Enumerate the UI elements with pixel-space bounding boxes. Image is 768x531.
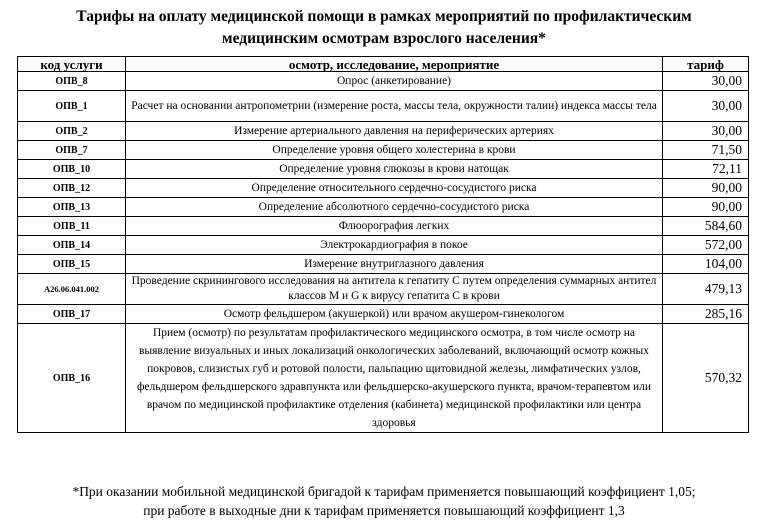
row-code: ОПВ_10	[18, 160, 126, 179]
row-name: Прием (осмотр) по результатам профилактического медицинского осмотра, в том числе осмотр на выявление визуальных и иных локализаций онкологических заболеваний, включающий осмотр кожных покровов, слизистых губ и ротовой полости, пальпацию щитовидной железы, лимфатических узлов, фельдшером фельдшерского здравпункта или фельдшерско-акушерского пункта, врачом-терапевтом или врачом по медицинской профилактике отделения (кабинета) медицинской профилактики или центра здоровья	[126, 324, 663, 433]
row-name: Измерение внутриглазного давления	[126, 255, 663, 274]
row-price: 104,00	[663, 255, 749, 274]
table-row	[18, 160, 749, 179]
table-header-row	[18, 57, 749, 72]
table-row	[18, 198, 749, 217]
row-code: ОПВ_12	[18, 179, 126, 198]
row-name: Расчет на основании антропометрии (измерение роста, массы тела, окружности талии) индекса массы тела	[126, 91, 663, 122]
row-price: 90,00	[663, 179, 749, 198]
table-row	[18, 141, 749, 160]
table-row	[18, 274, 749, 305]
row-price: 30,00	[663, 122, 749, 141]
row-code: ОПВ_14	[18, 236, 126, 255]
row-code: A26.06.041.002	[18, 274, 126, 305]
row-price: 584,60	[663, 217, 749, 236]
table-row	[18, 217, 749, 236]
row-code: ОПВ_8	[18, 72, 126, 91]
row-price: 570,32	[663, 324, 749, 433]
row-price: 71,50	[663, 141, 749, 160]
footnote-line-1: *При оказании мобильной медицинской бригадой к тарифам применяется повышающий коэффициент 1,05;	[72, 484, 696, 499]
row-code: ОПВ_16	[18, 324, 126, 433]
row-price: 285,16	[663, 305, 749, 324]
tariff-table	[17, 56, 749, 433]
title-line-1: Тарифы на оплату медицинской помощи в рамках мероприятий по профилактическим	[76, 8, 692, 25]
row-name: Определение уровня общего холестерина в крови	[126, 141, 663, 160]
row-name: Осмотр фельдшером (акушеркой) или врачом акушером-гинекологом	[126, 305, 663, 324]
header-price: тариф	[663, 57, 749, 72]
row-code: ОПВ_1	[18, 91, 126, 122]
row-name: Проведение скринингового исследования на антитела к гепатиту С путем определения суммарных антител классов М и G к вирусу гепатита С в крови	[126, 274, 663, 305]
row-code: ОПВ_13	[18, 198, 126, 217]
table-row	[18, 255, 749, 274]
row-name: Электрокардиография в покое	[126, 236, 663, 255]
row-code: ОПВ_7	[18, 141, 126, 160]
row-price: 90,00	[663, 198, 749, 217]
header-name: осмотр, исследование, мероприятие	[126, 57, 663, 72]
title-line-2: медицинским осмотрам взрослого населения*	[222, 30, 546, 47]
row-code: ОПВ_11	[18, 217, 126, 236]
row-name: Опрос (анкетирование)	[126, 72, 663, 91]
row-price: 479,13	[663, 274, 749, 305]
table-row	[18, 324, 749, 433]
table-row	[18, 72, 749, 91]
footnote	[0, 482, 768, 520]
table-row	[18, 305, 749, 324]
page-title	[0, 6, 768, 50]
row-price: 572,00	[663, 236, 749, 255]
table-row	[18, 122, 749, 141]
row-name: Флюорография легких	[126, 217, 663, 236]
row-price: 30,00	[663, 91, 749, 122]
footnote-line-2: при работе в выходные дни к тарифам применяется повышающий коэффициент 1,3	[143, 503, 625, 518]
row-code: ОПВ_2	[18, 122, 126, 141]
table-row	[18, 179, 749, 198]
table-row	[18, 236, 749, 255]
row-price: 72,11	[663, 160, 749, 179]
row-code: ОПВ_15	[18, 255, 126, 274]
row-code: ОПВ_17	[18, 305, 126, 324]
row-name: Измерение артериального давления на периферических артериях	[126, 122, 663, 141]
row-name: Определение уровня глюкозы в крови натощак	[126, 160, 663, 179]
row-name: Определение относительного сердечно-сосудистого риска	[126, 179, 663, 198]
header-code: код услуги	[18, 57, 126, 72]
row-name: Определение абсолютного сердечно-сосудистого риска	[126, 198, 663, 217]
table-row	[18, 91, 749, 122]
row-price: 30,00	[663, 72, 749, 91]
